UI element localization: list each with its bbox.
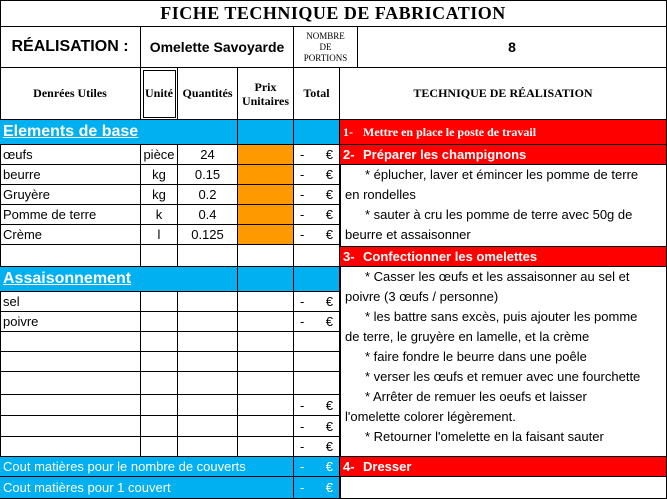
col-header-quantites: Quantités <box>178 68 238 120</box>
step-1-number: 1- <box>343 124 353 139</box>
seasoning-name[interactable] <box>0 437 141 457</box>
step-2-text <box>345 165 639 245</box>
seasoning-prix[interactable] <box>238 372 294 395</box>
technique-line: * Casser les œufs et les assaisonner au sel et <box>365 269 630 284</box>
ingredient-unit[interactable]: l <box>141 225 178 245</box>
seasoning-qty[interactable] <box>178 312 238 332</box>
ingredient-total[interactable] <box>294 165 340 185</box>
ingredient-total-dash: - <box>300 147 305 162</box>
seasoning-prix[interactable] <box>238 395 294 416</box>
portions-label <box>294 27 358 68</box>
ingredient-total-currency: € <box>325 167 333 182</box>
technique-line: * éplucher, laver et émincer les pomme de terre <box>365 167 639 182</box>
ingredient-total[interactable] <box>294 145 340 165</box>
step-1-title: Mettre en place le poste de travail <box>363 124 537 139</box>
empty-total[interactable] <box>294 416 340 437</box>
ingredient-prix[interactable] <box>238 205 294 225</box>
sheet-title: FICHE TECHNIQUE DE FABRICATION <box>0 0 667 27</box>
ingredient-total-currency: € <box>325 187 333 202</box>
seasoning-unit[interactable] <box>141 332 178 352</box>
step-2-title: Préparer les champignons <box>363 147 527 162</box>
ingredient-prix[interactable] <box>238 145 294 165</box>
ingredient-unit[interactable]: pièce <box>141 145 178 165</box>
technique-line: poivre (3 œufs / personne) <box>345 289 499 304</box>
cout-couverts-dash: - <box>300 459 305 474</box>
seasoning-unit[interactable] <box>141 395 178 416</box>
seasoning-qty[interactable] <box>178 372 238 395</box>
seasoning-qty[interactable] <box>178 395 238 416</box>
ingredient-prix[interactable] <box>238 185 294 205</box>
seasoning-name[interactable]: sel <box>0 292 141 312</box>
cout-un-dash: - <box>300 480 305 495</box>
step-3-header <box>340 247 667 267</box>
seasoning-qty[interactable] <box>178 332 238 352</box>
empty-total-currency: € <box>325 418 333 434</box>
col-header-total: Total <box>294 68 340 120</box>
technique-line: * les battre sans excès, puis ajouter les pomme <box>365 309 638 324</box>
ingredient-name[interactable]: œufs <box>0 145 141 165</box>
seasoning-name[interactable] <box>0 416 141 437</box>
empty-total-currency: € <box>325 397 333 413</box>
col-header-denrees: Denrées Utiles <box>0 68 141 120</box>
seasoning-name[interactable] <box>0 372 141 395</box>
empty-total-currency: € <box>325 439 333 454</box>
ingredient-total[interactable] <box>294 205 340 225</box>
seasoning-unit[interactable] <box>141 352 178 372</box>
seasoning-total-currency: € <box>325 294 333 309</box>
ingredient-name[interactable]: beurre <box>0 165 141 185</box>
technique-line: * verser les œufs et remuer avec une fourchette <box>365 369 641 384</box>
seasoning-total[interactable] <box>294 312 340 332</box>
step-2-body <box>340 165 667 247</box>
step-2-header <box>340 145 667 165</box>
seasoning-name[interactable] <box>0 332 141 352</box>
seasoning-unit[interactable] <box>141 416 178 437</box>
seasoning-total[interactable] <box>294 332 340 352</box>
ingredient-total-dash: - <box>300 167 305 182</box>
seasoning-prix[interactable] <box>238 312 294 332</box>
col-header-prix-line2: Unitaires <box>241 93 290 108</box>
seasoning-total[interactable] <box>294 292 340 312</box>
ingredient-unit[interactable]: kg <box>141 165 178 185</box>
realisation-label: RÉALISATION : <box>0 27 141 68</box>
ingredient-unit[interactable]: kg <box>141 185 178 205</box>
technique-line: de terre, le gruyère en lamelle, et la crème <box>345 329 590 344</box>
empty-total[interactable] <box>294 395 340 416</box>
col-header-technique: TECHNIQUE DE RÉALISATION <box>340 68 667 120</box>
cout-un-couvert-label: Cout matières pour 1 couvert <box>0 477 294 499</box>
section-assaisonnement-total <box>294 267 340 292</box>
step-4-body <box>340 477 667 499</box>
portions-value[interactable]: 8 <box>358 27 667 68</box>
seasoning-prix[interactable] <box>238 292 294 312</box>
empty-total-dash: - <box>300 418 305 434</box>
technique-line: * faire fondre le beurre dans une poêle <box>365 349 587 364</box>
col-header-unite[interactable]: Unité <box>141 68 178 120</box>
seasoning-total[interactable] <box>294 352 340 372</box>
ingredient-qty[interactable]: 24 <box>178 145 238 165</box>
ingredient-prix[interactable] <box>238 165 294 185</box>
ingredient-qty[interactable]: 0.15 <box>178 165 238 185</box>
portions-label-line1: NOMBRE <box>306 30 345 41</box>
seasoning-qty[interactable] <box>178 437 238 457</box>
step-3-body <box>340 267 667 457</box>
ingredient-qty[interactable]: 0.125 <box>178 225 238 245</box>
seasoning-prix[interactable] <box>238 437 294 457</box>
cout-un-couvert-total <box>294 477 340 499</box>
ingredient-qty[interactable]: 0.4 <box>178 205 238 225</box>
step-3-text <box>345 267 641 447</box>
portions-label-line2: DE <box>319 41 332 52</box>
seasoning-qty[interactable] <box>178 416 238 437</box>
ingredient-total-currency: € <box>325 147 333 162</box>
empty-total-dash: - <box>300 397 305 413</box>
step-4-number: 4- <box>343 459 355 474</box>
section-assaisonnement-prix <box>238 267 294 292</box>
seasoning-total[interactable] <box>294 372 340 395</box>
ingredient-total-dash: - <box>300 227 305 242</box>
seasoning-name[interactable] <box>0 352 141 372</box>
step-1-header <box>340 120 667 145</box>
ingredient-total-currency: € <box>325 207 333 222</box>
ingredient-unit[interactable]: k <box>141 205 178 225</box>
empty-row-total[interactable] <box>294 245 340 267</box>
technique-line: * Arrêter de remuer les oeufs et laisser <box>365 389 587 404</box>
ingredient-qty[interactable]: 0.2 <box>178 185 238 205</box>
seasoning-prix[interactable] <box>238 332 294 352</box>
section-base-prix <box>238 120 294 145</box>
cout-un-currency: € <box>325 480 333 495</box>
section-assaisonnement: Assaisonnement <box>0 267 238 292</box>
seasoning-unit[interactable] <box>141 292 178 312</box>
seasoning-name[interactable] <box>0 395 141 416</box>
cout-couverts-total <box>294 457 340 477</box>
ingredient-total-currency: € <box>325 227 333 242</box>
ingredient-total-dash: - <box>300 207 305 222</box>
technique-line: beurre et assaisonner <box>345 227 471 242</box>
ingredient-name[interactable]: Pomme de terre <box>0 205 141 225</box>
col-header-prix <box>238 68 294 120</box>
seasoning-unit[interactable] <box>141 372 178 395</box>
seasoning-unit[interactable] <box>141 437 178 457</box>
seasoning-total-dash: - <box>300 294 305 309</box>
cout-couverts-label: Cout matières pour le nombre de couverts <box>0 457 294 477</box>
technique-line: en rondelles <box>345 187 416 202</box>
technique-line: l'omelette colorer légèrement. <box>345 409 516 424</box>
seasoning-qty[interactable] <box>178 352 238 372</box>
ingredient-total[interactable] <box>294 225 340 245</box>
seasoning-qty[interactable] <box>178 292 238 312</box>
step-2-number: 2- <box>343 147 355 162</box>
empty-row-name[interactable] <box>0 245 141 267</box>
empty-total[interactable] <box>294 437 340 457</box>
col-header-prix-line1: Prix <box>254 79 277 94</box>
empty-total-dash: - <box>300 439 305 454</box>
empty-row-prix[interactable] <box>238 245 294 267</box>
section-base-total <box>294 120 340 145</box>
ingredient-name[interactable]: Gruyère <box>0 185 141 205</box>
empty-row-unit[interactable] <box>141 245 178 267</box>
ingredient-total[interactable] <box>294 185 340 205</box>
step-3-number: 3- <box>343 249 355 264</box>
ingredient-name[interactable]: Crème <box>0 225 141 245</box>
technique-line: * sauter à cru les pomme de terre avec 50g de <box>365 207 633 222</box>
ingredient-total-dash: - <box>300 187 305 202</box>
dish-name: Omelette Savoyarde <box>141 27 294 68</box>
cout-couverts-currency: € <box>325 459 333 474</box>
seasoning-name[interactable]: poivre <box>0 312 141 332</box>
step-4-header <box>340 457 667 477</box>
seasoning-total-currency: € <box>325 314 333 329</box>
seasoning-prix[interactable] <box>238 416 294 437</box>
seasoning-total-dash: - <box>300 314 305 329</box>
section-elements-de-base: Elements de base <box>0 120 238 145</box>
empty-row-qty[interactable] <box>178 245 238 267</box>
seasoning-unit[interactable] <box>141 312 178 332</box>
portions-label-line3: PORTIONS <box>303 52 348 63</box>
seasoning-prix[interactable] <box>238 352 294 372</box>
step-3-title: Confectionner les omelettes <box>363 249 538 264</box>
step-4-title: Dresser <box>363 459 412 474</box>
ingredient-prix[interactable] <box>238 225 294 245</box>
technique-line: * Retourner l'omelette en la faisant sauter <box>365 429 604 444</box>
